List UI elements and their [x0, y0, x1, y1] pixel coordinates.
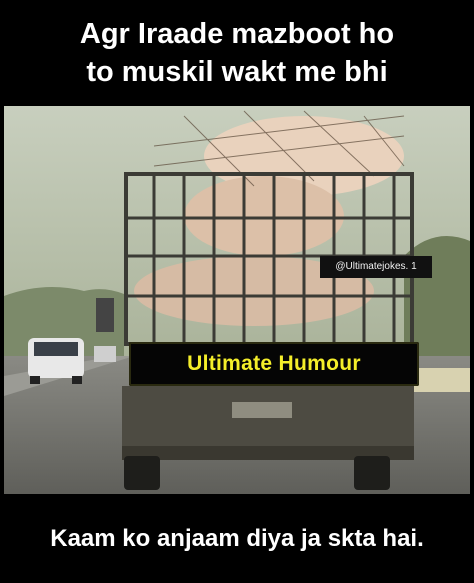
- pig-middle: [184, 176, 344, 256]
- watermark: @Ultimatejokes. 1: [320, 256, 432, 278]
- distant-car: [94, 346, 116, 362]
- wheel-right: [354, 456, 390, 490]
- top-caption: Agr Iraade mazboot ho to muskil wakt me bhi: [79, 18, 395, 88]
- truck-scene: [4, 106, 470, 494]
- side-mirror: [96, 298, 114, 332]
- roadside-barrier: [414, 368, 470, 392]
- ultimate-humour-banner: Ultimate Humour: [129, 342, 419, 386]
- truck-photo: [4, 106, 470, 494]
- wheel-left: [124, 456, 160, 490]
- bottom-caption: Kaam ko anjaam diya ja skta hai.: [50, 524, 424, 552]
- license-plate: [232, 402, 292, 418]
- white-car: [28, 338, 84, 384]
